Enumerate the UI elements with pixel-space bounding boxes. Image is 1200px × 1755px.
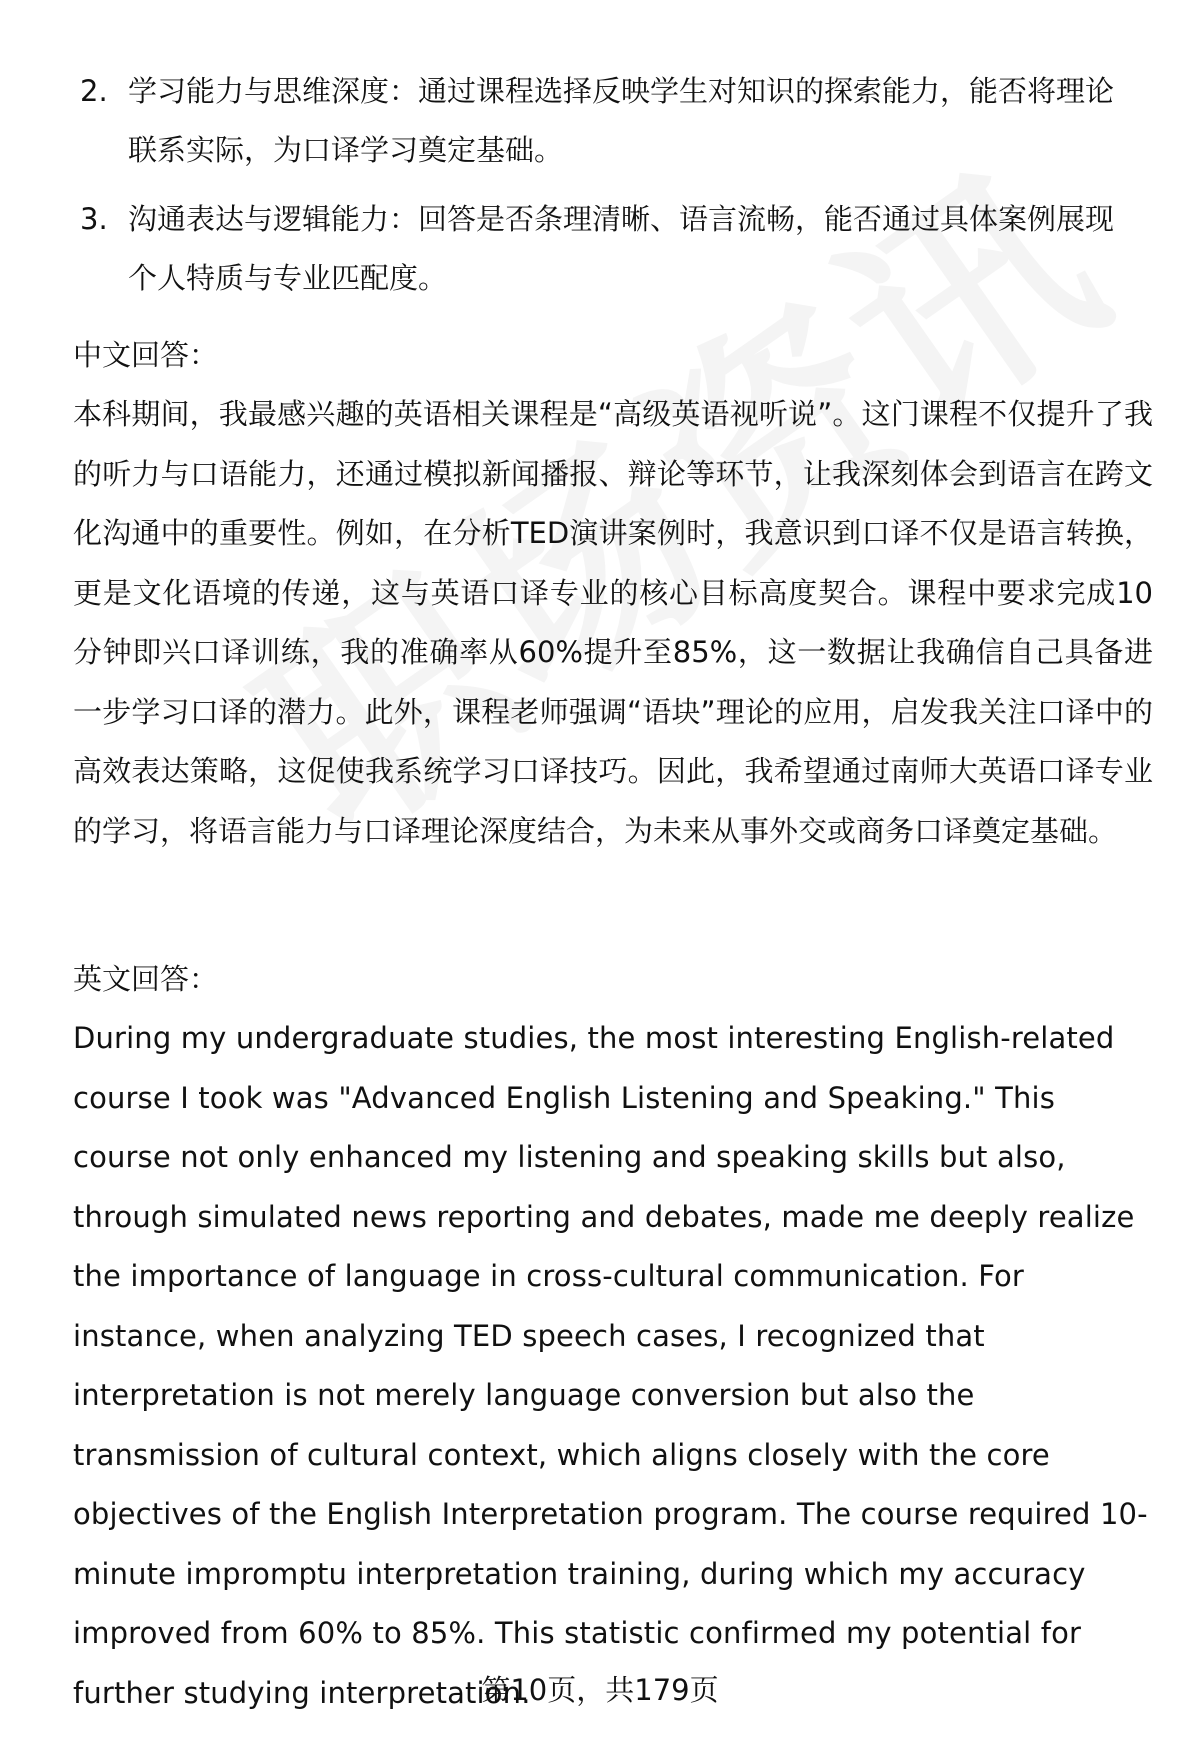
english-answer-body: During my undergraduate studies, the most interesting English-related course I took was "Advanced English Listening and Speaking." This course not only enhanced my listening and speaking skills but also, through simulated news reporting and debates, made me deeply realize the importance of language in cross-cultural communication. For instance, when analyzing TED speech cases, I recognized that interpretation is not merely language conversion but also the transmission of cultural context, which aligns closely with the core objectives of the English Interpretation program. The course required 10-minute impromptu interpretation training, during which my accuracy improved from 60% to 85%. This statistic confirmed my potential for further studying interpretation.	[73, 1021, 1148, 1710]
list-text: 沟通表达与逻辑能力：回答是否条理清晰、语言流畅，能否通过具体案例展现个人特质与专业匹配度。	[128, 202, 1115, 295]
list-number: 3.	[80, 202, 108, 236]
chinese-answer-body: 本科期间，我最感兴趣的英语相关课程是“高级英语视听说”。这门课程不仅提升了我的听力与口语能力，还通过模拟新闻播报、辩论等环节，让我深刻体会到语言在跨文化沟通中的重要性。例如，在分析TED演讲案例时，我意识到口译不仅是语言转换，更是文化语境的传递，这与英语口译专业的核心目标高度契合。课程中要求完成10分钟即兴口译训练，我的准确率从60%提升至85%，这一数据让我确信自己具备进一步学习口译的潜力。此外，课程老师强调“语块”理论的应用，启发我关注口译中的高效表达策略，这促使我系统学习口译技巧。因此，我希望通过南师大英语口译专业的学习，将语言能力与口译理论深度结合，为未来从事外交或商务口译奠定基础。	[73, 397, 1153, 848]
chinese-answer-heading: 中文回答：	[73, 338, 219, 372]
list-item	[80, 62, 1140, 180]
list-item	[80, 190, 1140, 308]
criteria-list	[80, 62, 1140, 318]
list-number: 2.	[80, 74, 108, 108]
english-answer-heading: 英文回答：	[73, 962, 219, 996]
list-text: 学习能力与思维深度：通过课程选择反映学生对知识的探索能力，能否将理论联系实际，为口译学习奠定基础。	[128, 74, 1115, 167]
page-number: 第10页，共179页	[481, 1673, 719, 1707]
chinese-answer-section	[73, 326, 1153, 861]
english-answer-section	[73, 950, 1153, 1723]
